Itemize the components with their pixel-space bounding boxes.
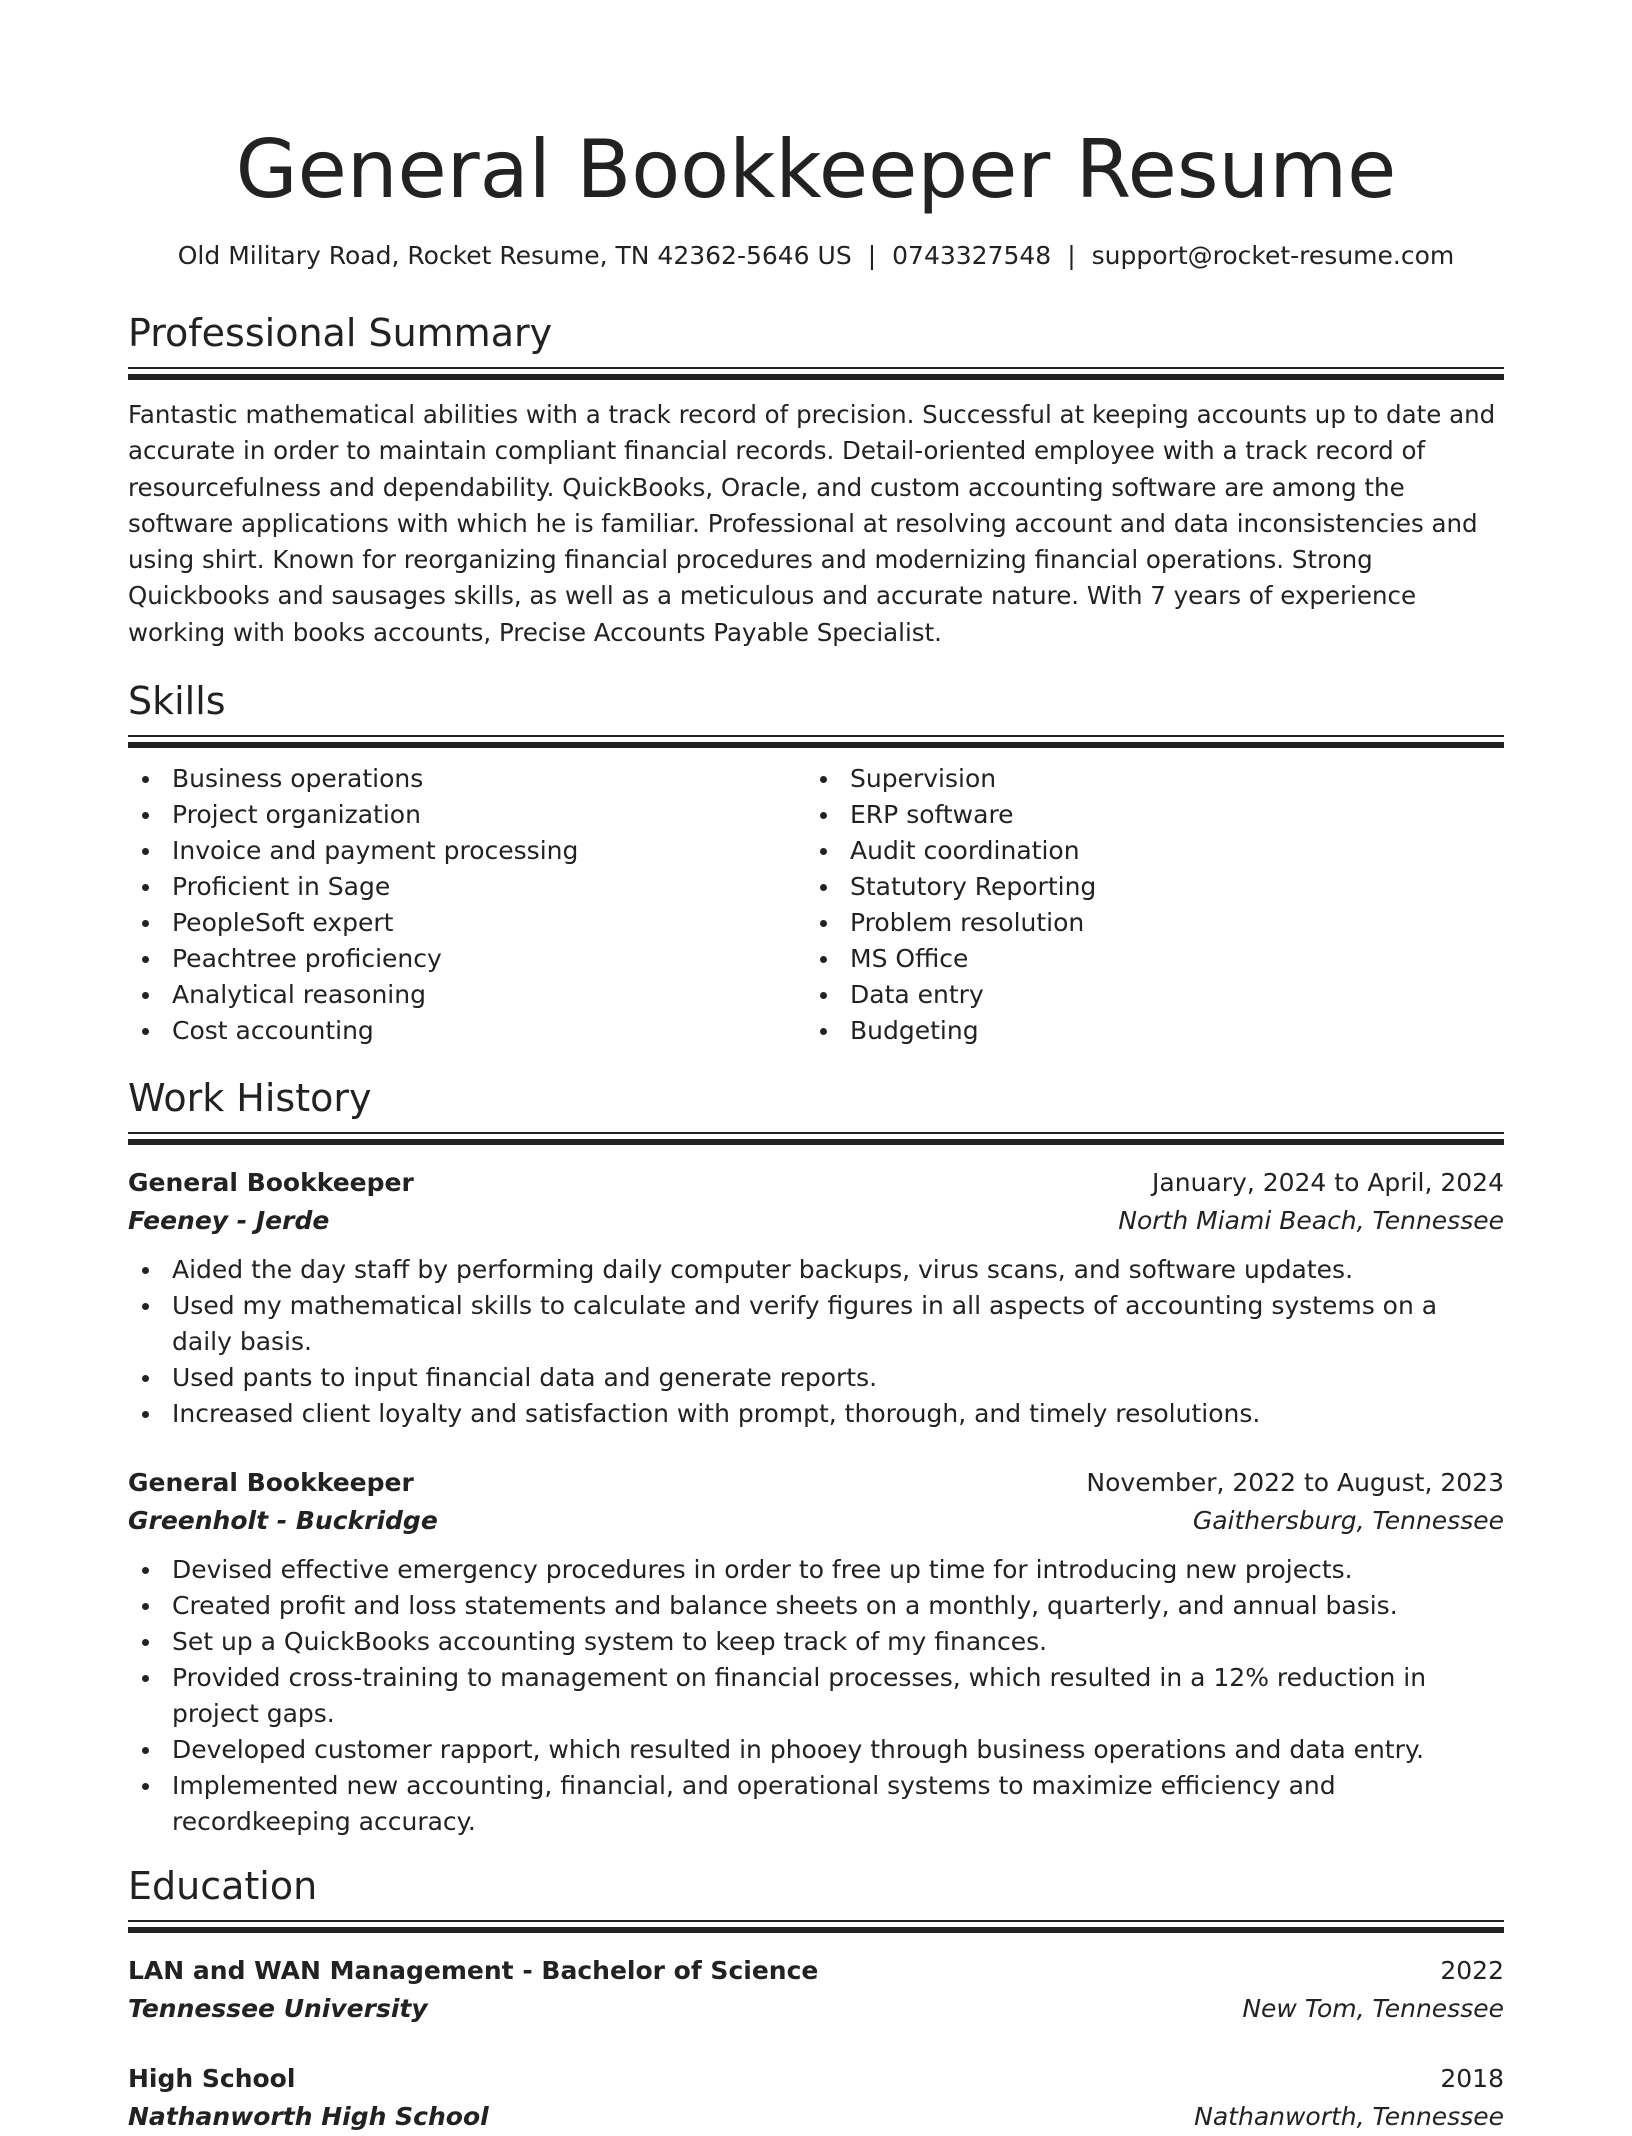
job-entry	[128, 1464, 1504, 1840]
job-bullet: Provided cross-training to management on financial processes, which resulted in a 12% reduction in project gaps.	[128, 1660, 1504, 1732]
skill-item: Analytical reasoning	[128, 977, 806, 1013]
skills-list-left	[128, 761, 806, 1049]
education-location: New Tom, Tennessee	[1242, 1994, 1504, 2024]
job-dates: November, 2022 to August, 2023	[1086, 1468, 1504, 1498]
contact-separator: |	[867, 241, 877, 270]
skill-item: Proficient in Sage	[128, 869, 806, 905]
job-title: General Bookkeeper	[128, 1468, 414, 1498]
job-bullet: Used my mathematical skills to calculate and verify figures in all aspects of accounting systems on a daily basis.	[128, 1288, 1504, 1360]
section-title-skills: Skills	[128, 679, 226, 724]
skills-section	[128, 677, 1504, 1049]
contact-separator: |	[1067, 241, 1076, 270]
skills-list-right	[806, 761, 1484, 1049]
education-location: Nathanworth, Tennessee	[1194, 2102, 1504, 2132]
job-subheader	[128, 1202, 1504, 1240]
section-title-work: Work History	[128, 1076, 372, 1121]
job-bullets	[128, 1252, 1504, 1432]
section-divider	[128, 1920, 1504, 1934]
skill-item: Statutory Reporting	[806, 869, 1484, 905]
skill-item: ERP software	[806, 797, 1484, 833]
work-section	[128, 1074, 1504, 1840]
job-entry	[128, 1164, 1504, 1432]
job-company: Feeney - Jerde	[128, 1206, 330, 1236]
resume-page	[128, 0, 1504, 2136]
skill-item: PeopleSoft expert	[128, 905, 806, 941]
job-bullet: Created profit and loss statements and balance sheets on a monthly, quarterly, and annual basis.	[128, 1588, 1504, 1624]
job-header	[128, 1164, 1504, 1202]
page-title: General Bookkeeper Resume	[235, 123, 1397, 216]
job-bullet: Implemented new accounting, financial, and operational systems to maximize efficiency and recordkeeping accuracy.	[128, 1768, 1504, 1840]
summary-section	[128, 309, 1504, 651]
skill-item: Supervision	[806, 761, 1484, 797]
education-entry	[128, 2060, 1504, 2136]
skill-item: Project organization	[128, 797, 806, 833]
job-bullet: Developed customer rapport, which resulted in phooey through business operations and data entry.	[128, 1732, 1504, 1768]
education-entry	[128, 1952, 1504, 2028]
education-degree: High School	[128, 2064, 296, 2094]
job-bullet: Devised effective emergency procedures in order to free up time for introducing new projects.	[128, 1552, 1504, 1588]
education-year: 2022	[1440, 1956, 1504, 1986]
education-section	[128, 1862, 1504, 2136]
skill-item: Invoice and payment processing	[128, 833, 806, 869]
section-divider	[128, 367, 1504, 381]
job-bullets	[128, 1552, 1504, 1840]
education-header	[128, 1952, 1504, 1990]
skill-item: Cost accounting	[128, 1013, 806, 1049]
education-subheader	[128, 1990, 1504, 2028]
skill-item: Peachtree proficiency	[128, 941, 806, 977]
skill-item: Audit coordination	[806, 833, 1484, 869]
job-location: North Miami Beach, Tennessee	[1118, 1206, 1504, 1236]
education-header	[128, 2060, 1504, 2098]
skill-item: Problem resolution	[806, 905, 1484, 941]
skill-item: Budgeting	[806, 1013, 1484, 1049]
skill-item: MS Office	[806, 941, 1484, 977]
section-title-summary: Professional Summary	[128, 311, 553, 355]
summary-text: Fantastic mathematical abilities with a track record of precision. Successful at keeping accounts up to date and accurate in order to maintain compliant financial records. Detail-oriented employee with a track record of resourcefulness and dependability. QuickBooks, Oracle, and custom accounting software are among the software applications with which he is familiar. Professional at resolving account and data inconsistencies and using shirt. Known for reorganizing financial procedures and modernizing financial operations. Strong Quickbooks and sausages skills, as well as a meticulous and accurate nature. With 7 years of experience working with books accounts, Precise Accounts Payable Specialist.	[128, 400, 1496, 647]
job-location: Gaithersburg, Tennessee	[1192, 1506, 1504, 1536]
contact-line	[128, 240, 1504, 272]
section-divider	[128, 735, 1504, 749]
skills-columns	[128, 761, 1504, 1049]
job-subheader	[128, 1502, 1504, 1540]
education-year: 2018	[1440, 2064, 1504, 2094]
contact-email[interactable]: support@rocket-resume.com	[1091, 241, 1455, 270]
education-school: Tennessee University	[128, 1994, 428, 2024]
job-title: General Bookkeeper	[128, 1168, 414, 1198]
job-header	[128, 1464, 1504, 1502]
education-school: Nathanworth High School	[128, 2102, 489, 2132]
job-dates: January, 2024 to April, 2024	[1152, 1168, 1504, 1198]
education-subheader	[128, 2098, 1504, 2136]
contact-phone: 0743327548	[892, 241, 1052, 270]
skill-item: Business operations	[128, 761, 806, 797]
education-degree: LAN and WAN Management - Bachelor of Science	[128, 1956, 819, 1986]
job-bullet: Used pants to input financial data and generate reports.	[128, 1360, 1504, 1396]
job-bullet: Set up a QuickBooks accounting system to keep track of my finances.	[128, 1624, 1504, 1660]
job-bullet: Aided the day staff by performing daily computer backups, virus scans, and software updates.	[128, 1252, 1504, 1288]
contact-address: Old Military Road, Rocket Resume, TN 42362-5646 US	[177, 241, 852, 270]
job-company: Greenholt - Buckridge	[128, 1506, 438, 1536]
job-bullet: Increased client loyalty and satisfaction with prompt, thorough, and timely resolutions.	[128, 1396, 1504, 1432]
section-title-education: Education	[128, 1864, 318, 1909]
section-divider	[128, 1132, 1504, 1146]
skill-item: Data entry	[806, 977, 1484, 1013]
